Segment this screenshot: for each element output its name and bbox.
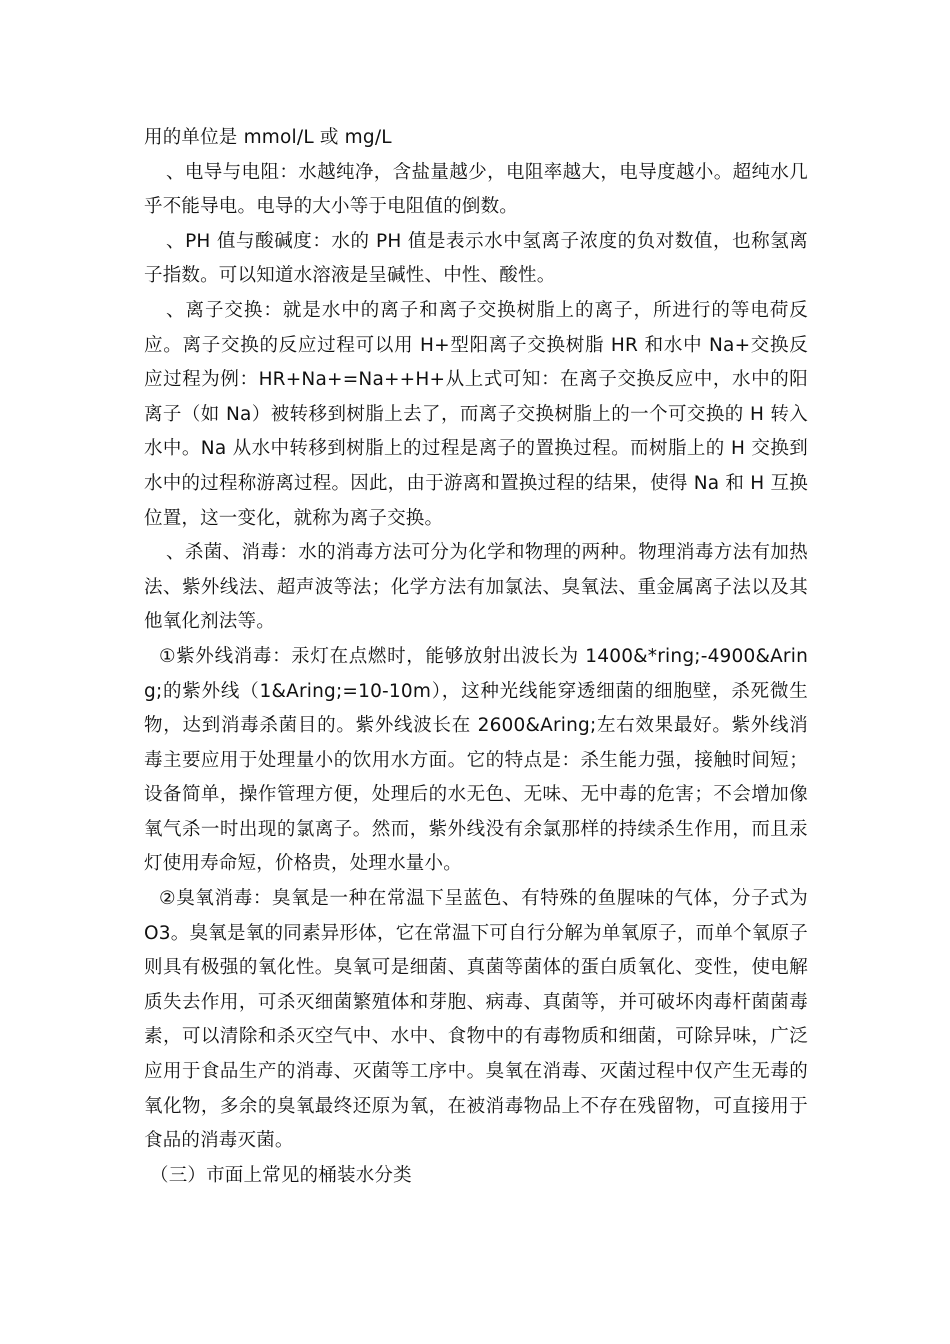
paragraph-unit-note: 用的单位是 mmol/L 或 mg/L [144, 127, 392, 148]
paragraph-sterilization: 、杀菌、消毒：水的消毒方法可分为化学和物理的两种。物理消毒方法有加热法、紫外线法、超声波等法；化学方法有加氯法、臭氧法、重金属离子法以及其他氧化剂法等。 [144, 542, 808, 633]
paragraph-ph: 、PH 值与酸碱度：水的 PH 值是表示水中氢离子浓度的负对数值，也称氢离子指数。可以知道水溶液是呈碱性、中性、酸性。 [144, 230, 808, 287]
paragraph-conductivity: 、电导与电阻：水越纯净，含盐量越少，电阻率越大，电导度越小。超纯水几乎不能导电。电导的大小等于电阻值的倒数。 [144, 161, 808, 218]
paragraph-ozone-disinfection: ②臭氧消毒：臭氧是一种在常温下呈蓝色、有特殊的鱼腥味的气体，分子式为 O3。臭氧是氧的同素异形体，它在常温下可自行分解为单氧原子，而单个氧原子则具有极强的氧化性。臭氧可是细菌、真菌等菌体的蛋白质氧化、变性，使电解质失去作用，可杀灭细菌繁殖体和芽胞、病毒、真菌等，并可破坏肉毒杆菌菌毒素，可以清除和杀灭空气中、水中、食物中的有毒物质和细菌，可除异味，广泛应用于食品生产的消毒、灭菌等工序中。臭氧在消毒、灭菌过程中仅产生无毒的氧化物，多余的臭氧最终还原为氧，在被消毒物品上不存在残留物，可直接用于食品的消毒灭菌。 [144, 888, 808, 1152]
section-heading-bottled-water: （三）市面上常见的桶装水分类 [150, 1164, 412, 1186]
paragraph-uv-disinfection: ①紫外线消毒：汞灯在点燃时，能够放射出波长为 1400&*ring;-4900&Aring;的紫外线（1&Aring;=10-10m），这种光线能穿透细菌的细胞壁，杀死微生物，达到消毒杀菌目的。紫外线波长在 2600&Aring;左右效果最好。紫外线消毒主要应用于处理量小的饮用水方面。它的特点是：杀生能力强，接触时间短；设备简单，操作管理方便，处理后的水无色、无味、无中毒的危害；不会增加像氧气杀一时出现的氯离子。然而，紫外线没有余氯那样的持续杀生作用，而且汞灯使用寿命短，价格贵，处理水量小。 [144, 645, 808, 875]
paragraph-ion-exchange: 、离子交换：就是水中的离子和离子交换树脂上的离子，所进行的等电荷反应。离子交换的反应过程可以用 H+型阳离子交换树脂 HR 和水中 Na+交换反应过程为例：HR+Na+=Na++H+从上式可知：在离子交换反应中，水中的阳离子（如 Na）被转移到树脂上去了，而离子交换树脂上的一个可交换的 H 转入水中。Na 从水中转移到树脂上的过程是离子的置换过程。而树脂上的 H 交换到水中的过程称游离过程。因此，由于游离和置换过程的结果，使得 Na 和 H 互换位置，这一变化，就称为离子交换。 [144, 299, 808, 529]
document-body [144, 121, 808, 1193]
